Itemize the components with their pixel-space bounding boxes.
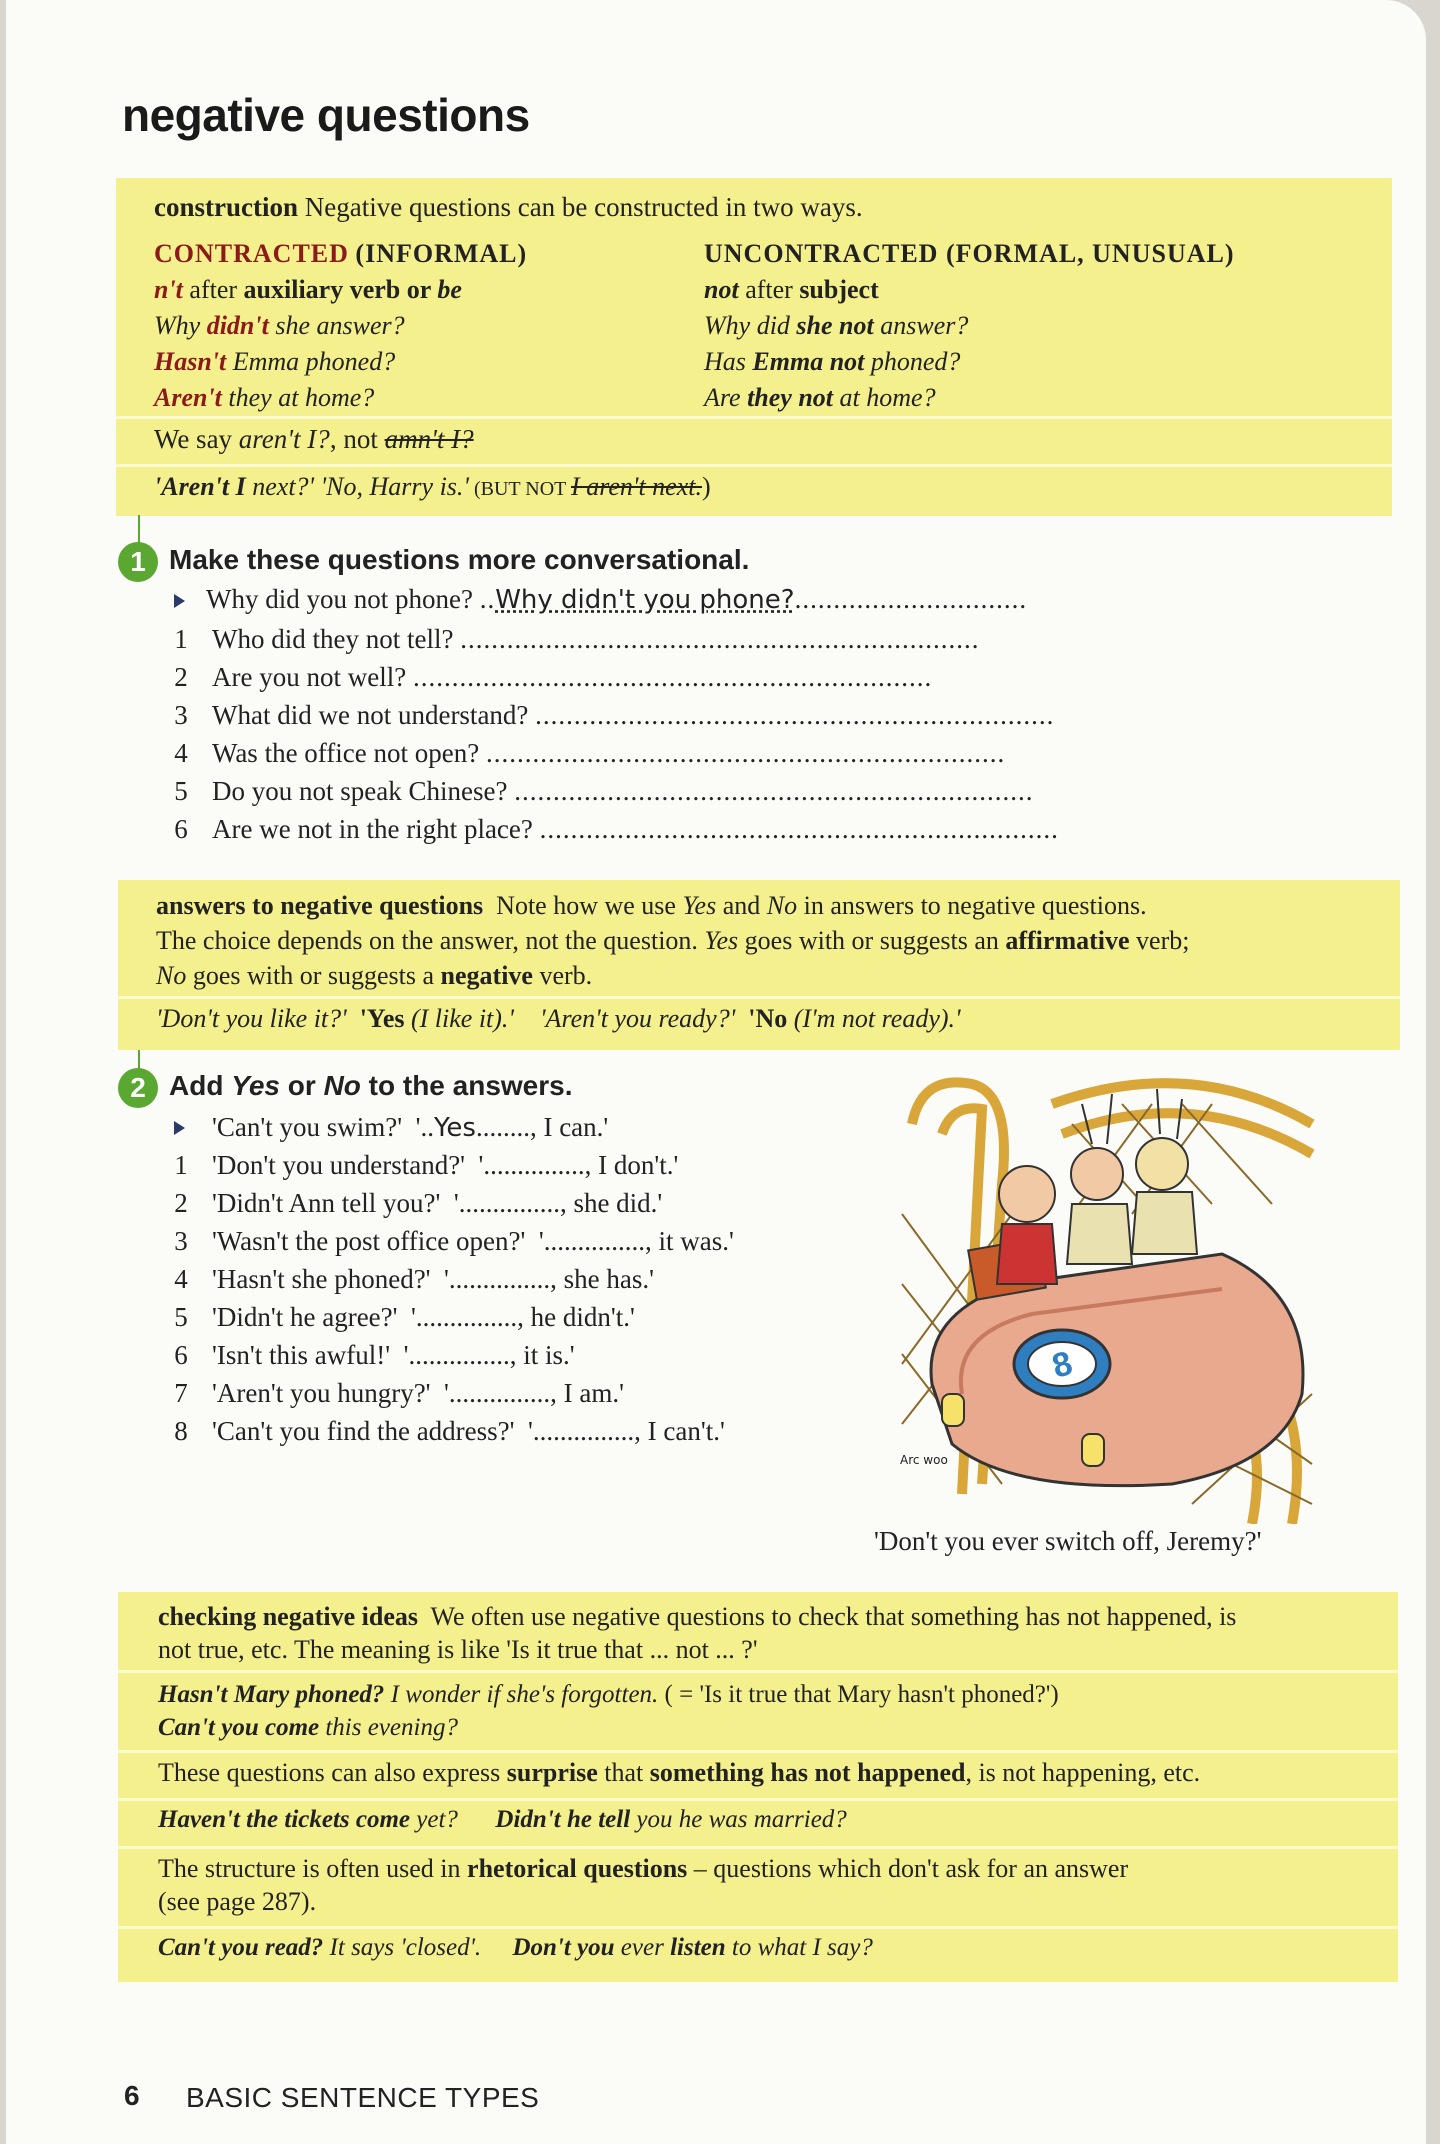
answer-blank[interactable]: '..............., I don't.' [478,1150,679,1180]
checking-examples: Hasn't Mary phoned? I wonder if she's forgotten. ( = 'Is it true that Mary hasn't phoned?') Can't you come this evening? [158,1681,1059,1741]
uncontracted-column: UNCONTRACTED (FORMAL, UNUSUAL) not after subject Why did she not answer? Has Emma not phoned? Are they not at home? [704,239,1235,412]
answers-heading: answers to negative questions [156,891,484,920]
answer-blank[interactable]: ................................................................... [412,662,933,692]
construction-intro: construction Negative questions can be constructed in two ways. [154,192,863,222]
exercise-1-badge: 1 [118,542,158,582]
page [6,0,1426,2144]
answer-blank[interactable]: '..............., I am.' [444,1378,625,1408]
answers-box [118,880,1400,1050]
list-item: 5 Do you not speak Chinese? ................................................................... [174,776,1034,806]
construction-box [116,178,1392,516]
list-item: 1 'Don't you understand?' '..............., I don't.' [174,1150,679,1180]
checking-box [118,1592,1398,1982]
answer-blank[interactable]: ................................................................... [485,738,1006,768]
answer-blank[interactable]: ................................................................... [535,700,1055,730]
surprise-examples: Haven't the tickets come yet? Didn't he tell you he was married? [158,1806,847,1833]
checking-explanation: checking negative ideas We often use negative questions to check that something has not happened, is not true, etc. The meaning is like 'Is it true that ... not ... ?' [158,1602,1237,1664]
page-number: 6 [124,2080,140,2111]
list-item: 8 'Can't you find the address?' '..............., I can't.' [174,1416,725,1446]
list-item: 1 Who did they not tell? ................................................................... [174,624,980,654]
exercise-1-title: Make these questions more conversational. [169,544,750,575]
exercise-2-title: Add Yes or No to the answers. [169,1070,573,1101]
list-item: 4 'Hasn't she phoned?' '..............., she has.' [174,1264,655,1294]
exercise-1-example: Why did you not phone? ..Why didn't you phone?.............................. [206,584,1028,615]
answer-blank[interactable]: '..............., she has.' [444,1264,655,1294]
answer-blank[interactable]: '..............., he didn't.' [411,1302,635,1332]
list-item: 4 Was the office not open? ................................................................... [174,738,1006,768]
rhetorical-examples: Can't you read? It says 'closed'. Don't you ever listen to what I say? [158,1934,873,1961]
list-item: 6 Are we not in the right place? ................................................................... [174,814,1059,844]
answers-example: 'Don't you like it?' 'Yes (I like it).' 'Aren't you ready?' 'No (I'm not ready).' [156,1004,961,1033]
list-item: 2 'Didn't Ann tell you?' '..............., she did.' [174,1188,663,1218]
illustration-caption: 'Don't you ever switch off, Jeremy?' [874,1526,1262,1556]
answer-blank[interactable]: ................................................................... [460,624,980,654]
list-item: 7 'Aren't you hungry?' '..............., I am.' [174,1378,625,1408]
answer-blank[interactable]: '..............., it is.' [403,1340,575,1370]
list-item: 3 'Wasn't the post office open?' '..............., it was.' [174,1226,734,1256]
answer-blank[interactable]: '..............., it was.' [538,1226,734,1256]
contracted-column: CONTRACTED (INFORMAL) n't after auxiliary verb or be Why didn't she answer? Hasn't Emma phoned? Aren't they at home? [154,239,528,412]
section-name: BASIC SENTENCE TYPES [186,2082,540,2113]
artist-signature: Arc woo [900,1453,948,1467]
checking-heading: checking negative ideas [158,1602,418,1631]
rollercoaster-illustration [892,1064,1332,1524]
handwritten-answer: Yes [433,1113,476,1143]
aren't-i-note: We say aren't I?, not amn't I? [154,424,474,454]
exercise-2-badge: 2 [118,1068,158,1108]
example-arrow-icon [174,1121,185,1135]
car-number: 8 [1048,1344,1077,1386]
answer-blank[interactable]: ................................................................... [539,814,1059,844]
answers-explanation: answers to negative questions Note how we use Yes and No in answers to negative questions. The choice depends on the answer, not the question. Yes goes with or suggests an affirmative verb; No goes with or suggests a negative verb. [156,891,1190,990]
page-title: negative questions [122,89,530,141]
construction-heading: construction [154,192,298,222]
list-item: 5 'Didn't he agree?' '..............., he didn't.' [174,1302,635,1332]
rhetorical-note: The structure is often used in rhetorical questions – questions which don't ask for an answer (see page 287). [158,1854,1129,1916]
list-item: 6 'Isn't this awful!' '..............., it is.' [174,1340,575,1370]
handwritten-answer: Why didn't you phone? [495,585,795,615]
exercise-2-example: 'Can't you swim?' '..Yes........, I can.' [212,1112,609,1143]
aren't-i-example: 'Aren't I next?' 'No, Harry is.' (BUT NOT I aren't next.) [154,472,711,501]
answer-blank[interactable]: '..............., I can't.' [528,1416,725,1446]
list-item: 3 What did we not understand? ................................................................... [174,700,1055,730]
example-arrow-icon [174,594,185,608]
answer-blank[interactable]: ................................................................... [514,776,1034,806]
surprise-note: These questions can also express surprise that something has not happened, is not happening, etc. [158,1758,1201,1787]
list-item: 2 Are you not well? ................................................................... [174,662,933,692]
answer-blank[interactable]: '..............., she did.' [453,1188,663,1218]
